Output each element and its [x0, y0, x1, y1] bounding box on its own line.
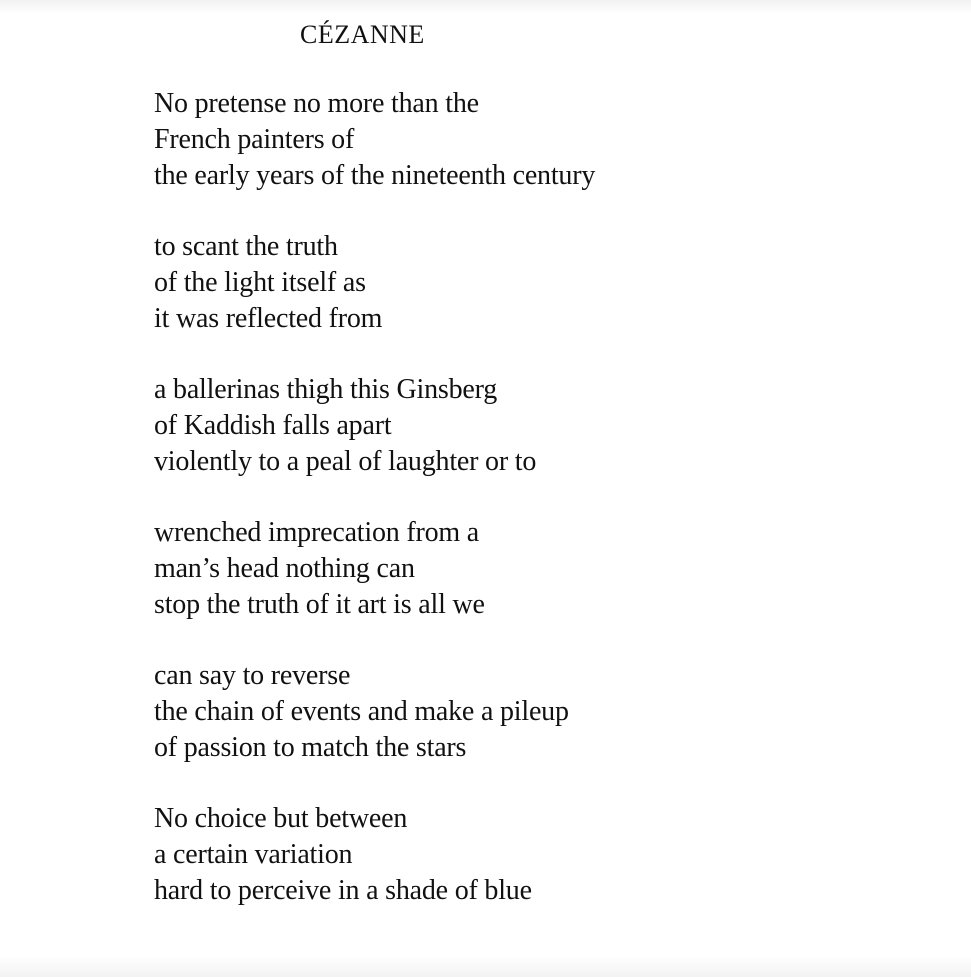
- stanza-6: [154, 801, 595, 909]
- stanza-2: [154, 229, 595, 337]
- poem-line: violently to a peal of laughter or to: [154, 446, 537, 477]
- poem-line: the early years of the nineteenth century: [154, 160, 596, 191]
- stanza-5: [154, 658, 595, 766]
- poem-body: [154, 86, 595, 944]
- stanza-3: [154, 372, 595, 480]
- poem-line: No choice but between: [154, 803, 408, 834]
- poem-line: a certain variation: [154, 839, 353, 870]
- poem-title: CÉZANNE: [300, 20, 425, 49]
- poem-line: it was reflected from: [154, 303, 383, 334]
- poem-line: man’s head nothing can: [154, 553, 415, 584]
- poem-line: of passion to match the stars: [154, 732, 467, 763]
- poem-line: of Kaddish falls apart: [154, 410, 392, 441]
- poem-line: a ballerinas thigh this Ginsberg: [154, 374, 498, 405]
- poem-line: can say to reverse: [154, 660, 351, 691]
- poem-line: of the light itself as: [154, 267, 366, 298]
- stanza-4: [154, 515, 595, 623]
- poem-line: No pretense no more than the: [154, 88, 479, 119]
- poem-line: French painters of: [154, 124, 355, 155]
- stanza-1: [154, 86, 595, 194]
- poem-line: hard to perceive in a shade of blue: [154, 875, 532, 906]
- poem-line: stop the truth of it art is all we: [154, 589, 485, 620]
- poem-line: to scant the truth: [154, 231, 338, 262]
- poem-line: wrenched imprecation from a: [154, 517, 480, 548]
- poem-line: the chain of events and make a pileup: [154, 696, 569, 727]
